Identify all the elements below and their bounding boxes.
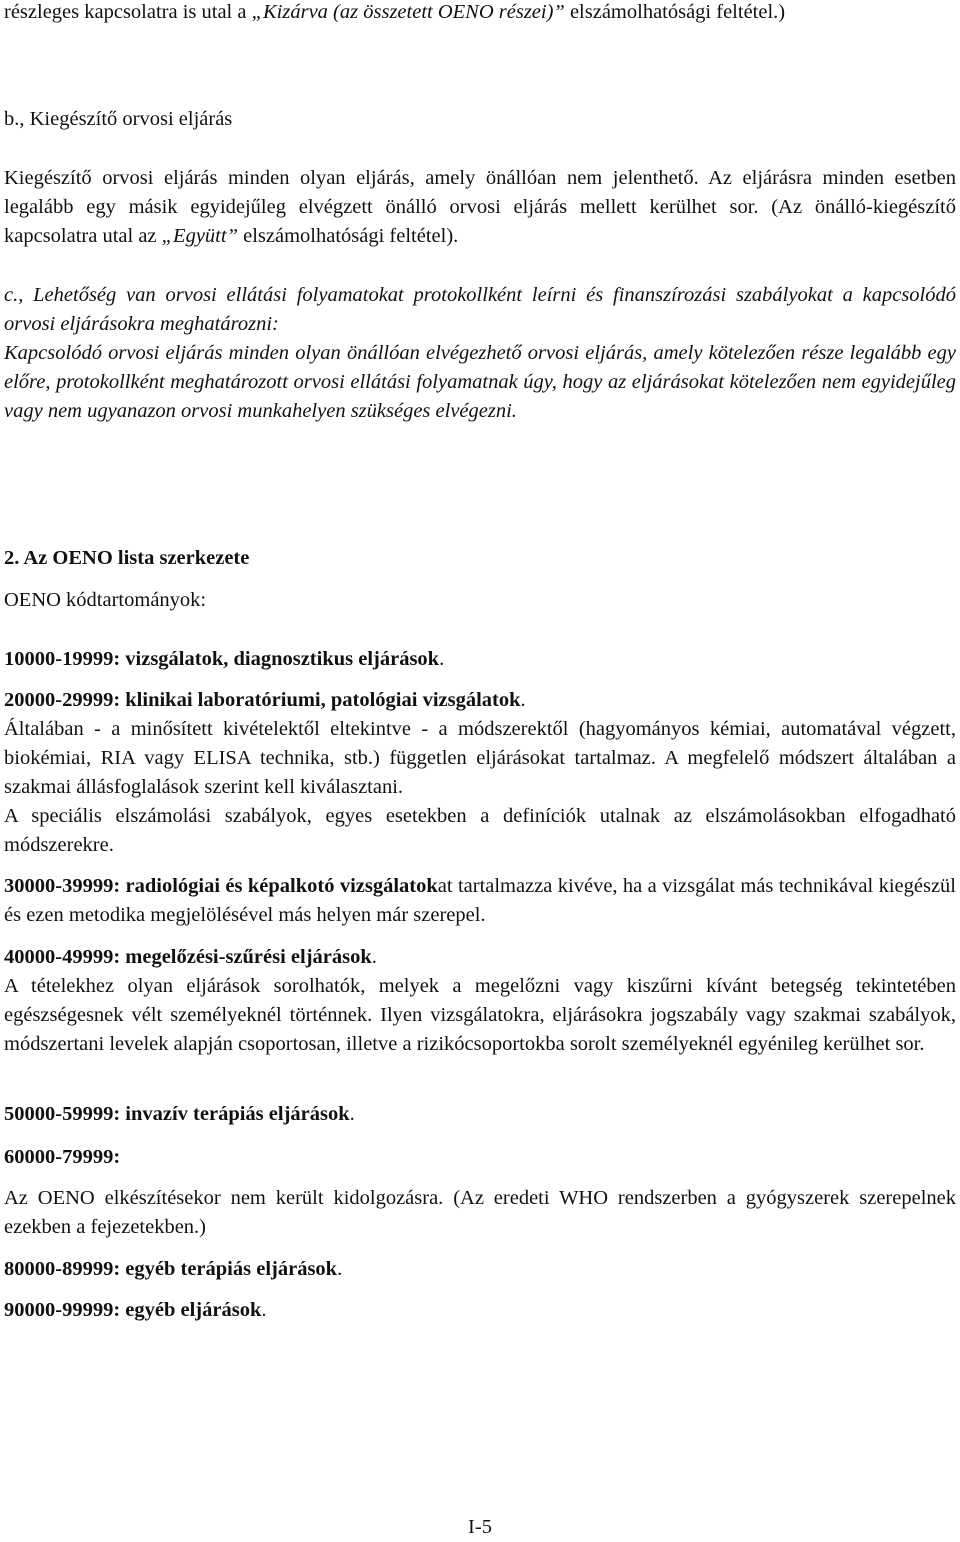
range-20000 <box>4 686 956 715</box>
code-ranges-intro: OENO kódtartományok: <box>4 589 207 611</box>
text: . <box>439 648 445 670</box>
text: . <box>371 946 377 968</box>
range-label: 80000-89999: egyéb terápiás eljárások <box>4 1258 338 1280</box>
range-50000 <box>4 1100 956 1129</box>
text: részleges kapcsolatra is utal a <box>4 1 252 23</box>
section-c <box>4 281 956 426</box>
italic-term: „Együtt” <box>161 225 238 247</box>
range-60000: 60000-79999: <box>4 1146 121 1168</box>
range-60000-desc: Az OENO elkészítésekor nem került kidolgozásra. (Az eredeti WHO rendszerben a gyógyszerek szerepelnek ezekben a fejezetekben.) <box>4 1187 956 1238</box>
range-30000 <box>4 872 956 930</box>
section-b-title: b., Kiegészítő orvosi eljárás <box>4 108 233 130</box>
range-label: 40000-49999: megelőzési-szűrési eljárások <box>4 946 372 968</box>
text: Kiegészítő orvosi eljárás minden olyan eljárás, amely önállóan nem jelenthető. Az eljárásra minden esetben legalább egy másik egyidejűleg elvégzett önálló orvosi eljárás mellett kerülhet sor. (Az önálló-kiegészítő kapcsolatra utal az <box>4 167 956 247</box>
text: at tartalmazza kivéve, ha a vizsgálat más technikával kiegészül és ezen metodika megjelölésével más helyen már szerepel. <box>4 875 956 926</box>
paragraph-continued <box>4 0 956 27</box>
text: . <box>349 1103 355 1125</box>
section-c-definition: Kapcsolódó orvosi eljárás minden olyan önállóan elvégezhető orvosi eljárás, amely kötelezően része legalább egy előre, protokollként meghatározott orvosi ellátási folyamatnak úgy, hogy az eljárásokat kötelezően nem egyidejűleg vagy nem ugyanazon orvosi munkahelyen szükséges elvégezni. <box>4 342 956 422</box>
page-number: I-5 <box>468 1516 492 1538</box>
range-10000 <box>4 645 956 674</box>
text: . <box>337 1258 343 1280</box>
range-90000 <box>4 1296 956 1325</box>
range-40000 <box>4 943 956 972</box>
range-40000-desc: A tételekhez olyan eljárások sorolhatók, melyek a megelőzni vagy kiszűrni kívánt betegség tekintetében egészségesnek vélt személyeknél történnek. Ilyen vizsgálatokra, eljárásokra jogszabály vagy szakmai szabályok, módszertani levelek alapján csoportosan, illetve a rizikócsoportokba sorolt személyeknél egyénileg kerülhet sor. <box>4 975 956 1055</box>
italic-term: „Kizárva (az összetett OENO részei)” <box>251 1 565 23</box>
range-label: 30000-39999: radiológiai és képalkotó vizsgálatok <box>4 875 438 897</box>
text: elszámolhatósági feltétel.) <box>564 1 786 23</box>
text: . <box>261 1299 267 1321</box>
paragraph-kiegeszito <box>4 164 956 251</box>
heading-2: 2. Az OENO lista szerkezete <box>4 547 250 569</box>
range-label: 50000-59999: invazív terápiás eljárások <box>4 1103 350 1125</box>
range-80000 <box>4 1255 956 1284</box>
range-label: 10000-19999: vizsgálatok, diagnosztikus eljárások <box>4 648 440 670</box>
range-label: 20000-29999: klinikai laboratóriumi, patológiai vizsgálatok <box>4 689 521 711</box>
range-20000-desc-1: Általában - a minősített kivételektől eltekintve - a módszerektől (hagyományos kémiai, automatával végzett, biokémiai, RIA vagy ELISA technika, stb.) független eljárásokat tartalmaz. A megfelelő módszert általában a szakmai állásfoglalások szerint kell kiválasztani. <box>4 718 956 798</box>
text: . <box>520 689 526 711</box>
range-20000-desc-2: A speciális elszámolási szabályok, egyes esetekben a definíciók utalnak az elszámolásokban elfogadható módszerekre. <box>4 805 956 856</box>
section-c-intro: c., Lehetőség van orvosi ellátási folyamatokat protokollként leírni és finanszírozási szabályokat a kapcsolódó orvosi eljárásokra meghatározni: <box>4 284 956 335</box>
text: elszámolhatósági feltétel). <box>237 225 459 247</box>
range-label: 90000-99999: egyéb eljárások <box>4 1299 262 1321</box>
